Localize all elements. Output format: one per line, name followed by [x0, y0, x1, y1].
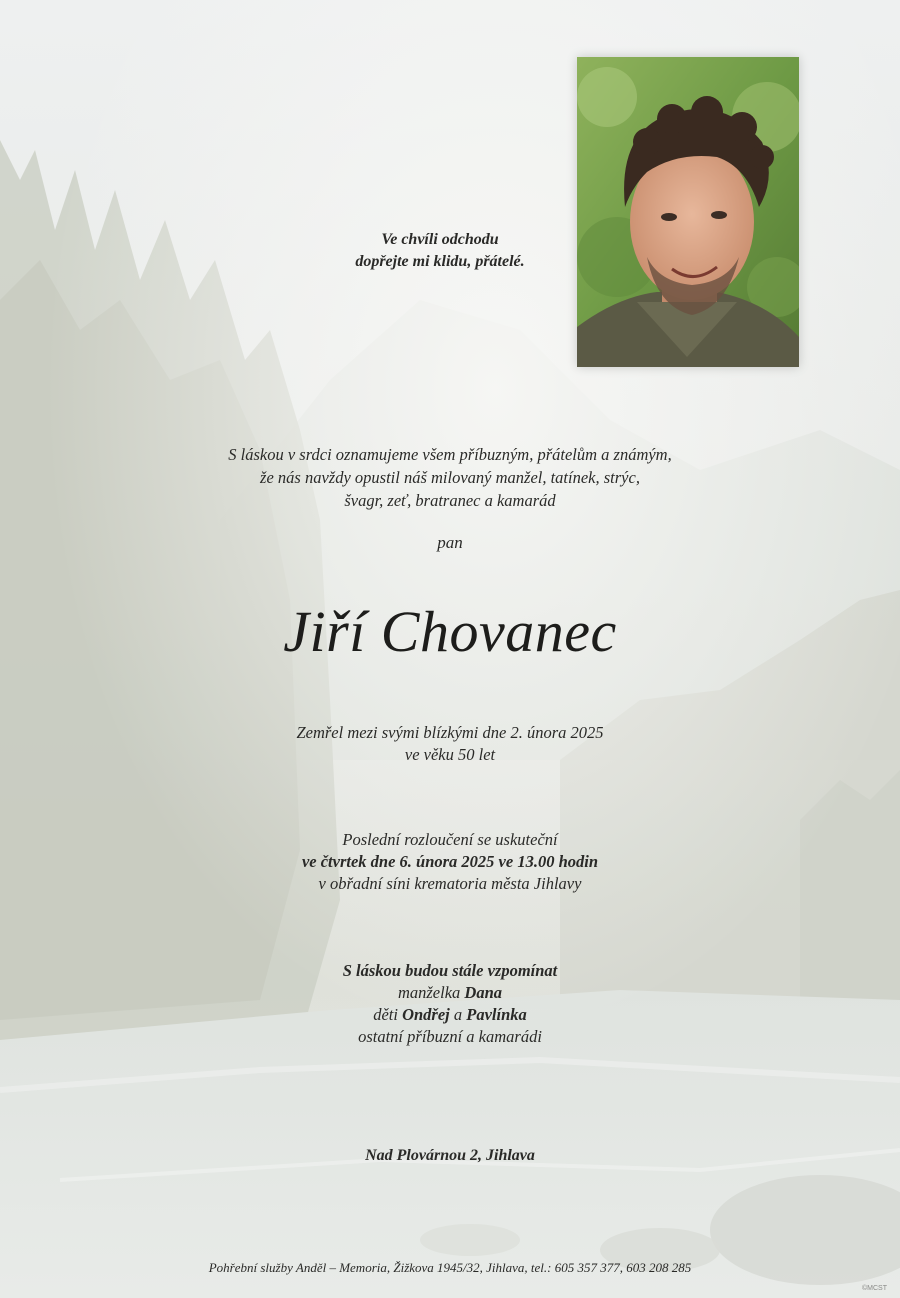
mourners-others: ostatní příbuzní a kamarádi [358, 1027, 542, 1046]
watermark: ©MCST [862, 1285, 887, 1292]
child-name: Pavlínka [466, 1005, 527, 1024]
wife-name: Dana [464, 983, 503, 1002]
mourners [0, 960, 900, 1048]
death-date: Zemřel mezi svými blízkými dne 2. února 2025 [296, 723, 604, 742]
wife-label: manželka [397, 983, 461, 1002]
portrait-photo [577, 57, 799, 367]
funeral-place: v obřadní síni krematoria města Jihlavy [318, 874, 582, 893]
announcement [0, 443, 900, 512]
mourners-wife [0, 982, 900, 1004]
funeral-intro: Poslední rozloučení se uskuteční [342, 830, 558, 849]
children-label: děti [373, 1005, 398, 1024]
children-conjunction: a [453, 1005, 463, 1024]
address: Nad Plovárnou 2, Jihlava [365, 1147, 535, 1164]
funeral-info [0, 829, 900, 895]
funeral-service-footer: Pohřební služby Anděl – Memoria, Žižkova 1945/32, Jihlava, tel.: 605 357 377, 603 208 285 [208, 1260, 692, 1275]
mourners-children [0, 1004, 900, 1026]
motto-line: dopřejte mi klidu, přátelé. [355, 253, 525, 270]
motto-line: Ve chvíli odchodu [381, 231, 499, 248]
child-name: Ondřej [402, 1005, 450, 1024]
death-info [0, 722, 900, 766]
funeral-datetime: ve čtvrtek dne 6. února 2025 ve 13.00 hodin [301, 852, 599, 871]
mourners-heading: S láskou budou stále vzpomínat [342, 961, 558, 980]
announcement-line: švagr, zeť, bratranec a kamarád [344, 491, 556, 510]
announcement-line: že nás navždy opustil náš milovaný manžel, tatínek, strýc, [260, 468, 640, 487]
death-age: ve věku 50 let [404, 745, 496, 764]
announcement-line: S láskou v srdci oznamujeme všem příbuzným, přátelům a známým, [228, 445, 672, 464]
deceased-name: Jiří Chovanec [283, 599, 617, 664]
motto [290, 229, 590, 273]
title-word: pan [437, 533, 463, 552]
